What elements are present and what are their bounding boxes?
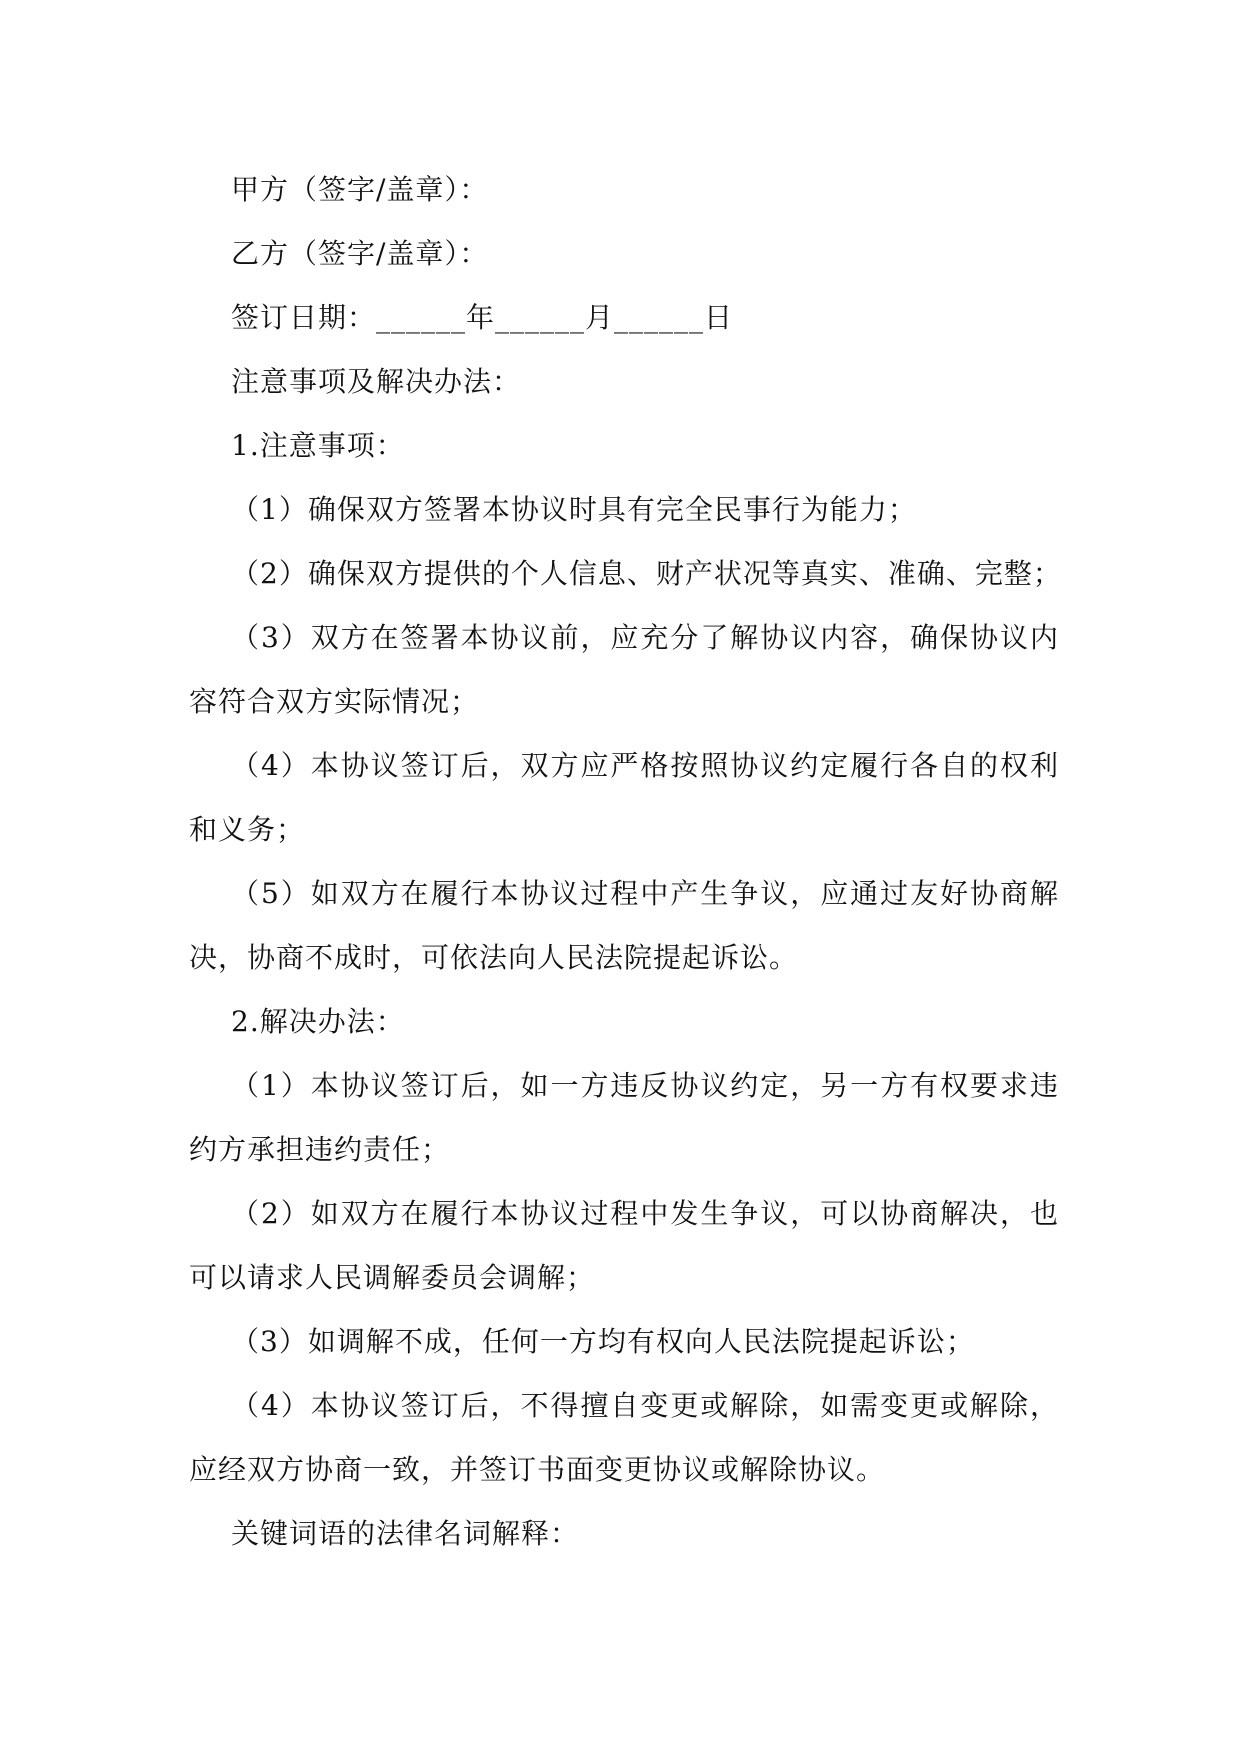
- note-item-4: （4）本协议签订后，双方应严格按照协议约定履行各自的权利和义务；: [189, 749, 1059, 846]
- document-body: [189, 158, 1062, 1566]
- solution-item-1: （1）本协议签订后，如一方违反协议约定，另一方有权要求违约方承担违约责任；: [189, 1069, 1059, 1166]
- party-b-signature-line: 乙方（签字/盖章）：: [231, 237, 489, 270]
- signing-date-line: 签订日期：______年______月______日: [231, 301, 734, 334]
- solutions-subheading: 2.解决办法：: [231, 1005, 405, 1038]
- notes-subheading: 1.注意事项：: [231, 429, 405, 462]
- note-item-3: （3）双方在签署本协议前，应充分了解协议内容，确保协议内容符合双方实际情况；: [189, 621, 1059, 718]
- legal-terms-heading: 关键词语的法律名词解释：: [231, 1517, 580, 1550]
- note-item-5: （5）如双方在履行本协议过程中产生争议，应通过友好协商解决，协商不成时，可依法向人民法院提起诉讼。: [189, 877, 1059, 974]
- notes-and-solutions-heading: 注意事项及解决办法：: [231, 365, 522, 398]
- solution-item-3: （3）如调解不成，任何一方均有权向人民法院提起诉讼；: [231, 1325, 975, 1358]
- note-item-2: （2）确保双方提供的个人信息、财产状况等真实、准确、完整；: [231, 557, 1062, 590]
- party-a-signature-line: 甲方（签字/盖章）：: [231, 173, 489, 206]
- solution-item-2: （2）如双方在履行本协议过程中发生争议，可以协商解决，也可以请求人民调解委员会调解；: [189, 1197, 1059, 1294]
- solution-item-4: （4）本协议签订后，不得擅自变更或解除，如需变更或解除，应经双方协商一致，并签订书面变更协议或解除协议。: [189, 1389, 1059, 1486]
- note-item-1: （1）确保双方签署本协议时具有完全民事行为能力；: [231, 493, 917, 526]
